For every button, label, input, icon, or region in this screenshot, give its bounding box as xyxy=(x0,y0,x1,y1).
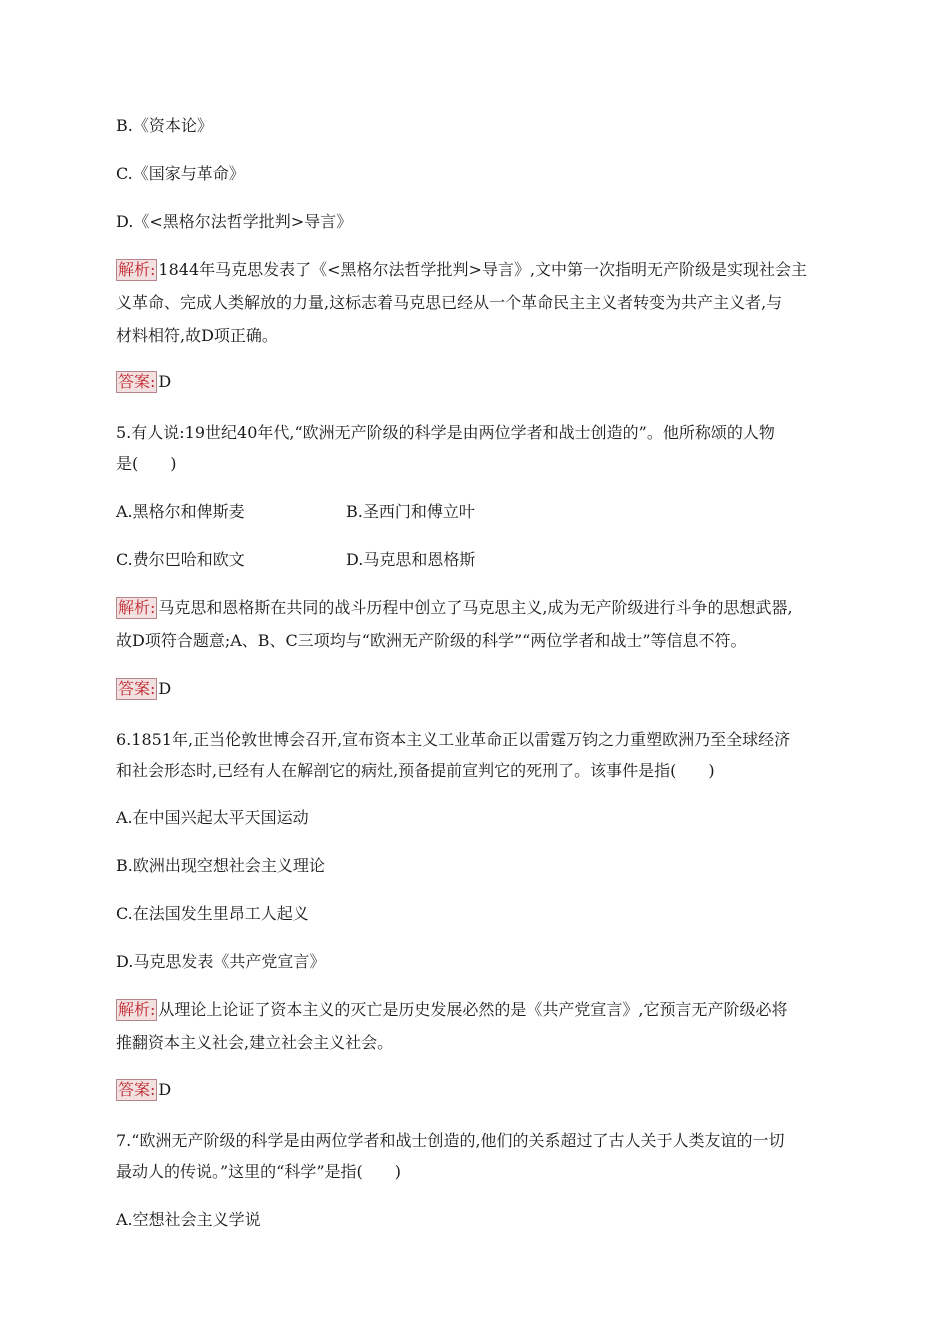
q5-stem-line-1: 5.有人说:19世纪40年代,“欧洲无产阶级的科学是由两位学者和战士创造的”。他所称颂的人物 xyxy=(116,423,775,442)
q4-analysis-line-1: 解析: 1844年马克思发表了《<黑格尔法哲学批判>导言》,文中第一次指明无产阶级是实现社会主 xyxy=(118,260,808,279)
q6-option-b: B.欧洲出现空想社会主义理论 xyxy=(116,856,325,875)
q6-stem-line-2: 和社会形态时,已经有人在解剖它的病灶,预备提前宣判它的死刑了。该事件是指( ) xyxy=(116,761,715,780)
q4-option-c: C.《国家与革命》 xyxy=(116,164,245,183)
analysis-tag: 解析: xyxy=(118,260,156,279)
q4-analysis-line-2: 义革命、完成人类解放的力量,这标志着马克思已经从一个革命民主主义者转变为共产主义者,与 xyxy=(116,293,783,312)
q5-answer xyxy=(116,677,171,701)
q5-option-b: B.圣西门和傅立叶 xyxy=(346,502,475,521)
q6-option-c: C.在法国发生里昂工人起义 xyxy=(116,904,309,923)
analysis-tag: 解析: xyxy=(118,598,156,617)
answer-tag: 答案: xyxy=(118,372,156,391)
q4-answer-value: D xyxy=(158,372,172,391)
analysis-tag: 解析: xyxy=(118,1000,156,1019)
q5-stem-line-2: 是( ) xyxy=(116,454,177,473)
q6-stem-line-1: 6.1851年,正当伦敦世博会召开,宣布资本主义工业革命正以雷霆万钧之力重塑欧洲乃至全球经济 xyxy=(116,730,791,749)
answer-tag: 答案: xyxy=(118,1080,156,1099)
q4-option-b: B.《资本论》 xyxy=(116,116,213,135)
q6-option-d: D.马克思发表《共产党宣言》 xyxy=(116,952,326,971)
q7-option-a: A.空想社会主义学说 xyxy=(116,1210,261,1229)
q5-option-d: D.马克思和恩格斯 xyxy=(346,550,476,569)
q5-option-a: A.黑格尔和俾斯麦 xyxy=(116,502,245,521)
q4-analysis-line-3: 材料相符,故D项正确。 xyxy=(116,326,278,345)
q5-analysis-line-2: 故D项符合题意;A、B、C三项均与“欧洲无产阶级的科学”“两位学者和战士”等信息不符。 xyxy=(116,631,747,650)
q4-answer xyxy=(116,370,171,394)
q6-answer xyxy=(116,1078,171,1102)
q6-answer-value: D xyxy=(158,1080,172,1099)
q7-stem-line-2: 最动人的传说。”这里的“科学”是指( ) xyxy=(116,1162,402,1181)
q5-answer-value: D xyxy=(158,679,172,698)
answer-tag: 答案: xyxy=(118,679,156,698)
q5-analysis-line-1: 解析: 马克思和恩格斯在共同的战斗历程中创立了马克思主义,成为无产阶级进行斗争的思想武器, xyxy=(118,598,793,617)
q4-option-d: D.《<黑格尔法哲学批判>导言》 xyxy=(116,212,353,231)
q6-analysis-line-2: 推翻资本主义社会,建立社会主义社会。 xyxy=(116,1033,394,1052)
q6-analysis-line-1: 解析: 从理论上论证了资本主义的灭亡是历史发展必然的是《共产党宣言》,它预言无产阶级必将 xyxy=(118,1000,788,1019)
q7-stem-line-1: 7.“欧洲无产阶级的科学是由两位学者和战士创造的,他们的关系超过了古人关于人类友谊的一切 xyxy=(116,1131,785,1150)
q5-option-c: C.费尔巴哈和欧文 xyxy=(116,550,245,569)
q6-option-a: A.在中国兴起太平天国运动 xyxy=(116,808,309,827)
